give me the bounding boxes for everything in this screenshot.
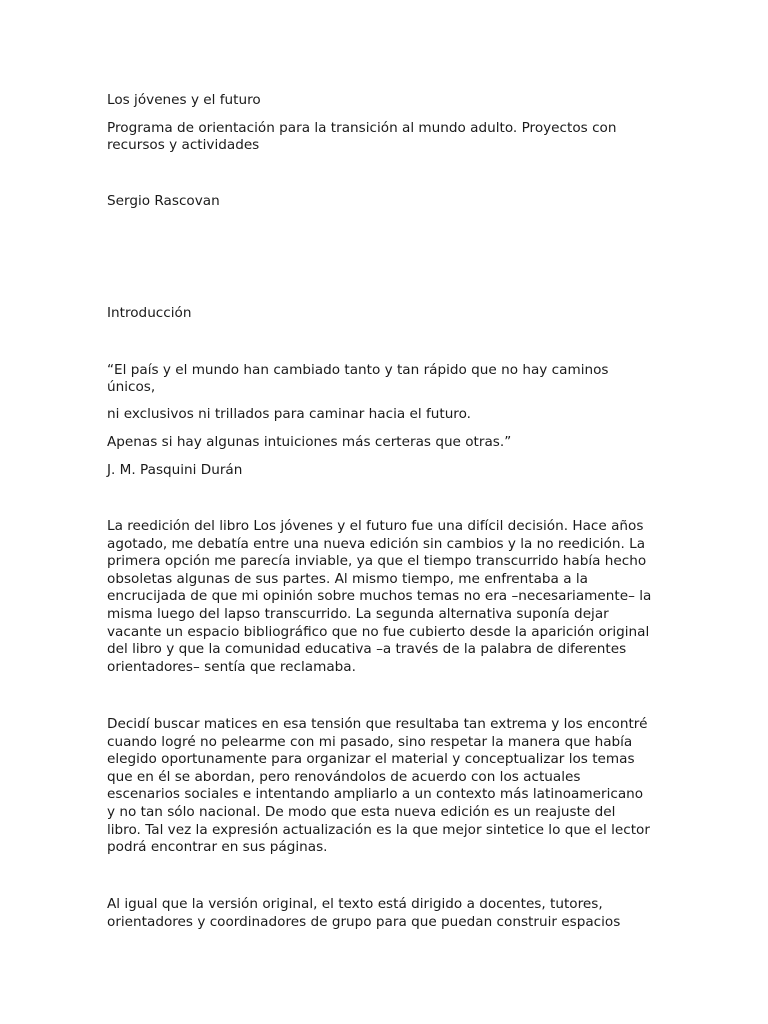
paragraph-line: La reedición del libro Los jóvenes y el futuro fue una difícil decisión. Hace años xyxy=(107,518,644,534)
paragraph-line: agotado, me debatía entre una nueva edición sin cambios y la no reedición. La xyxy=(107,535,646,552)
paragraph-line: misma luego del lapso transcurrido. La segunda alternativa suponía dejar xyxy=(107,605,609,622)
subtitle-line: recursos y actividades xyxy=(107,137,260,153)
epigraph-attribution: J. M. Pasquini Durán xyxy=(107,462,243,478)
paragraph-1 xyxy=(107,518,667,676)
paragraph-line: elegido oportunamente para organizar el material y conceptualizar los temas xyxy=(107,751,635,768)
paragraph-line: vacante un espacio bibliográfico que no fue cubierto desde la aparición original xyxy=(107,623,650,640)
paragraph-line: Al igual que la versión original, el texto está dirigido a docentes, tutores, xyxy=(107,896,603,912)
epigraph-line: “El país y el mundo han cambiado tanto y tan rápido que no hay caminos xyxy=(107,362,609,378)
paragraph-line: encrucijada de que mi opinión sobre muchos temas no era –necesariamente– la xyxy=(107,588,652,605)
paragraph-line: orientadores y coordinadores de grupo para que puedan construir espacios xyxy=(107,913,621,930)
epigraph-line: ni exclusivos ni trillados para caminar hacia el futuro. xyxy=(107,406,471,422)
paragraph-line: podrá encontrar en sus páginas. xyxy=(107,839,328,856)
subtitle-line: Programa de orientación para la transición al mundo adulto. Proyectos con xyxy=(107,120,617,136)
paragraph-line: orientadores– sentía que reclamaba. xyxy=(107,658,356,675)
document-page xyxy=(107,0,667,1024)
epigraph-line: únicos, xyxy=(107,379,156,395)
paragraph-line: escenarios sociales e intentando ampliarlo a un contexto más latinoamericano xyxy=(107,786,644,803)
paragraph-3 xyxy=(107,896,667,931)
paragraph-line: Decidí buscar matices en esa tensión que resultaba tan extrema y los encontré xyxy=(107,716,648,732)
document-title: Los jóvenes y el futuro xyxy=(107,92,261,108)
paragraph-2 xyxy=(107,716,667,857)
paragraph-line: libro. Tal vez la expresión actualización es la que mejor sintetice lo que el lector xyxy=(107,821,650,838)
paragraph-line: y no tan sólo nacional. De modo que esta nueva edición es un reajuste del xyxy=(107,803,616,820)
paragraph-line: obsoletas algunas de sus partes. Al mismo tiempo, me enfrentaba a la xyxy=(107,570,588,587)
document-author: Sergio Rascovan xyxy=(107,193,220,209)
paragraph-line: cuando logré no pelearme con mi pasado, sino respetar la manera que había xyxy=(107,733,633,750)
paragraph-line: primera opción me parecía inviable, ya que el tiempo transcurrido había hecho xyxy=(107,553,647,570)
paragraph-line: que en él se abordan, pero renovándolos de acuerdo con los actuales xyxy=(107,768,581,785)
epigraph-line: Apenas si hay algunas intuiciones más certeras que otras.” xyxy=(107,434,512,450)
section-heading: Introducción xyxy=(107,305,192,321)
paragraph-line: del libro y que la comunidad educativa –a través de la palabra de diferentes xyxy=(107,641,627,658)
